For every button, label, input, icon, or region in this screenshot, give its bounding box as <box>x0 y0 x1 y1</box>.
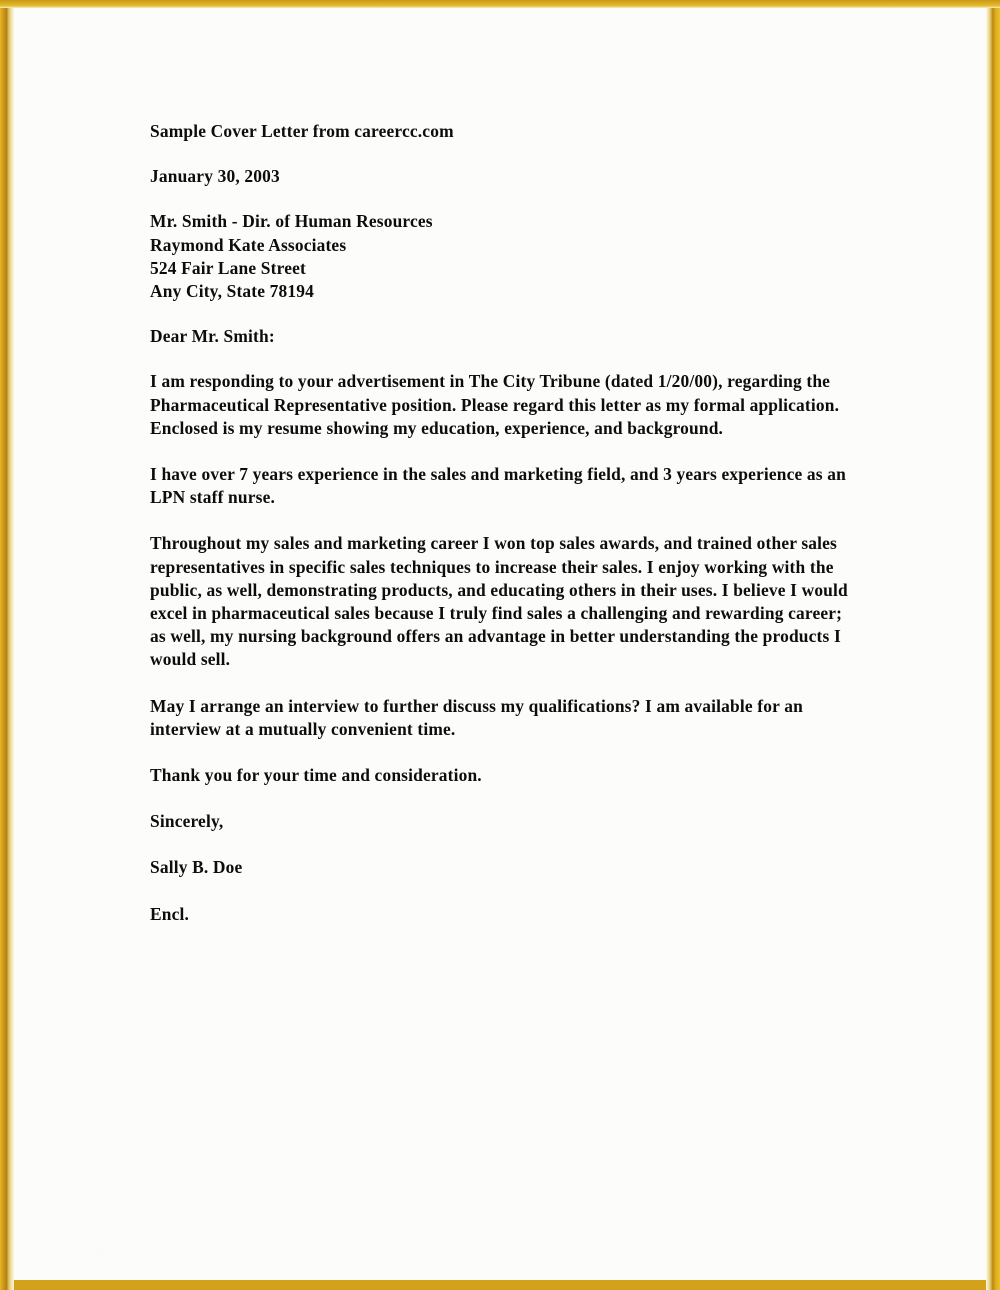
body-paragraph-1: I am responding to your advertisement in The City Tribune (dated 1/20/00), regarding the Pharmaceutical Representative position. Please regard this letter as my formal application. Enclosed is my resume showing my education, experience, and background. <box>150 371 840 438</box>
recipient-name-title: Mr. Smith - Dir. of Human Resources <box>150 211 433 232</box>
salutation: Dear Mr. Smith: <box>150 326 275 347</box>
body-paragraph-2: I have over 7 years experience in the sales and marketing field, and 3 years experience as an LPN staff nurse. <box>150 464 846 508</box>
decorative-border-left <box>0 0 14 1290</box>
signature-name: Sally B. Doe <box>150 857 243 878</box>
recipient-city-state-zip: Any City, State 78194 <box>150 281 315 302</box>
body-paragraph-4: May I arrange an interview to further discuss my qualifications? I am available for an interview at a mutually convenient time. <box>150 695 803 739</box>
body-paragraph-5: Thank you for your time and consideration. <box>150 765 482 786</box>
recipient-address-block <box>150 210 862 303</box>
decorative-border-right <box>986 0 1000 1290</box>
letter-content <box>150 120 862 926</box>
letter-date: January 30, 2003 <box>150 166 280 187</box>
closing-salutation: Sincerely, <box>150 811 224 832</box>
body-paragraph-3: Throughout my sales and marketing career I won top sales awards, and trained other sales representatives in specific sales techniques to increase their sales. I enjoy working with the public, as well, demonstrating products, and educating others in their uses. I believe I would excel in pharmaceutical sales because I truly find sales a challenging and rewarding career; as well, my nursing background offers an advantage in better understanding the products I would sell. <box>150 533 848 670</box>
recipient-company: Raymond Kate Associates <box>150 234 347 255</box>
document-title: Sample Cover Letter from careercc.com <box>150 121 454 141</box>
enclosure-notation: Encl. <box>150 903 190 924</box>
site-watermark: www.thetemplatecenter.com <box>36 1246 154 1256</box>
decorative-border-bottom <box>0 1280 1000 1290</box>
decorative-border-top <box>0 0 1000 8</box>
recipient-street: 524 Fair Lane Street <box>150 257 306 278</box>
